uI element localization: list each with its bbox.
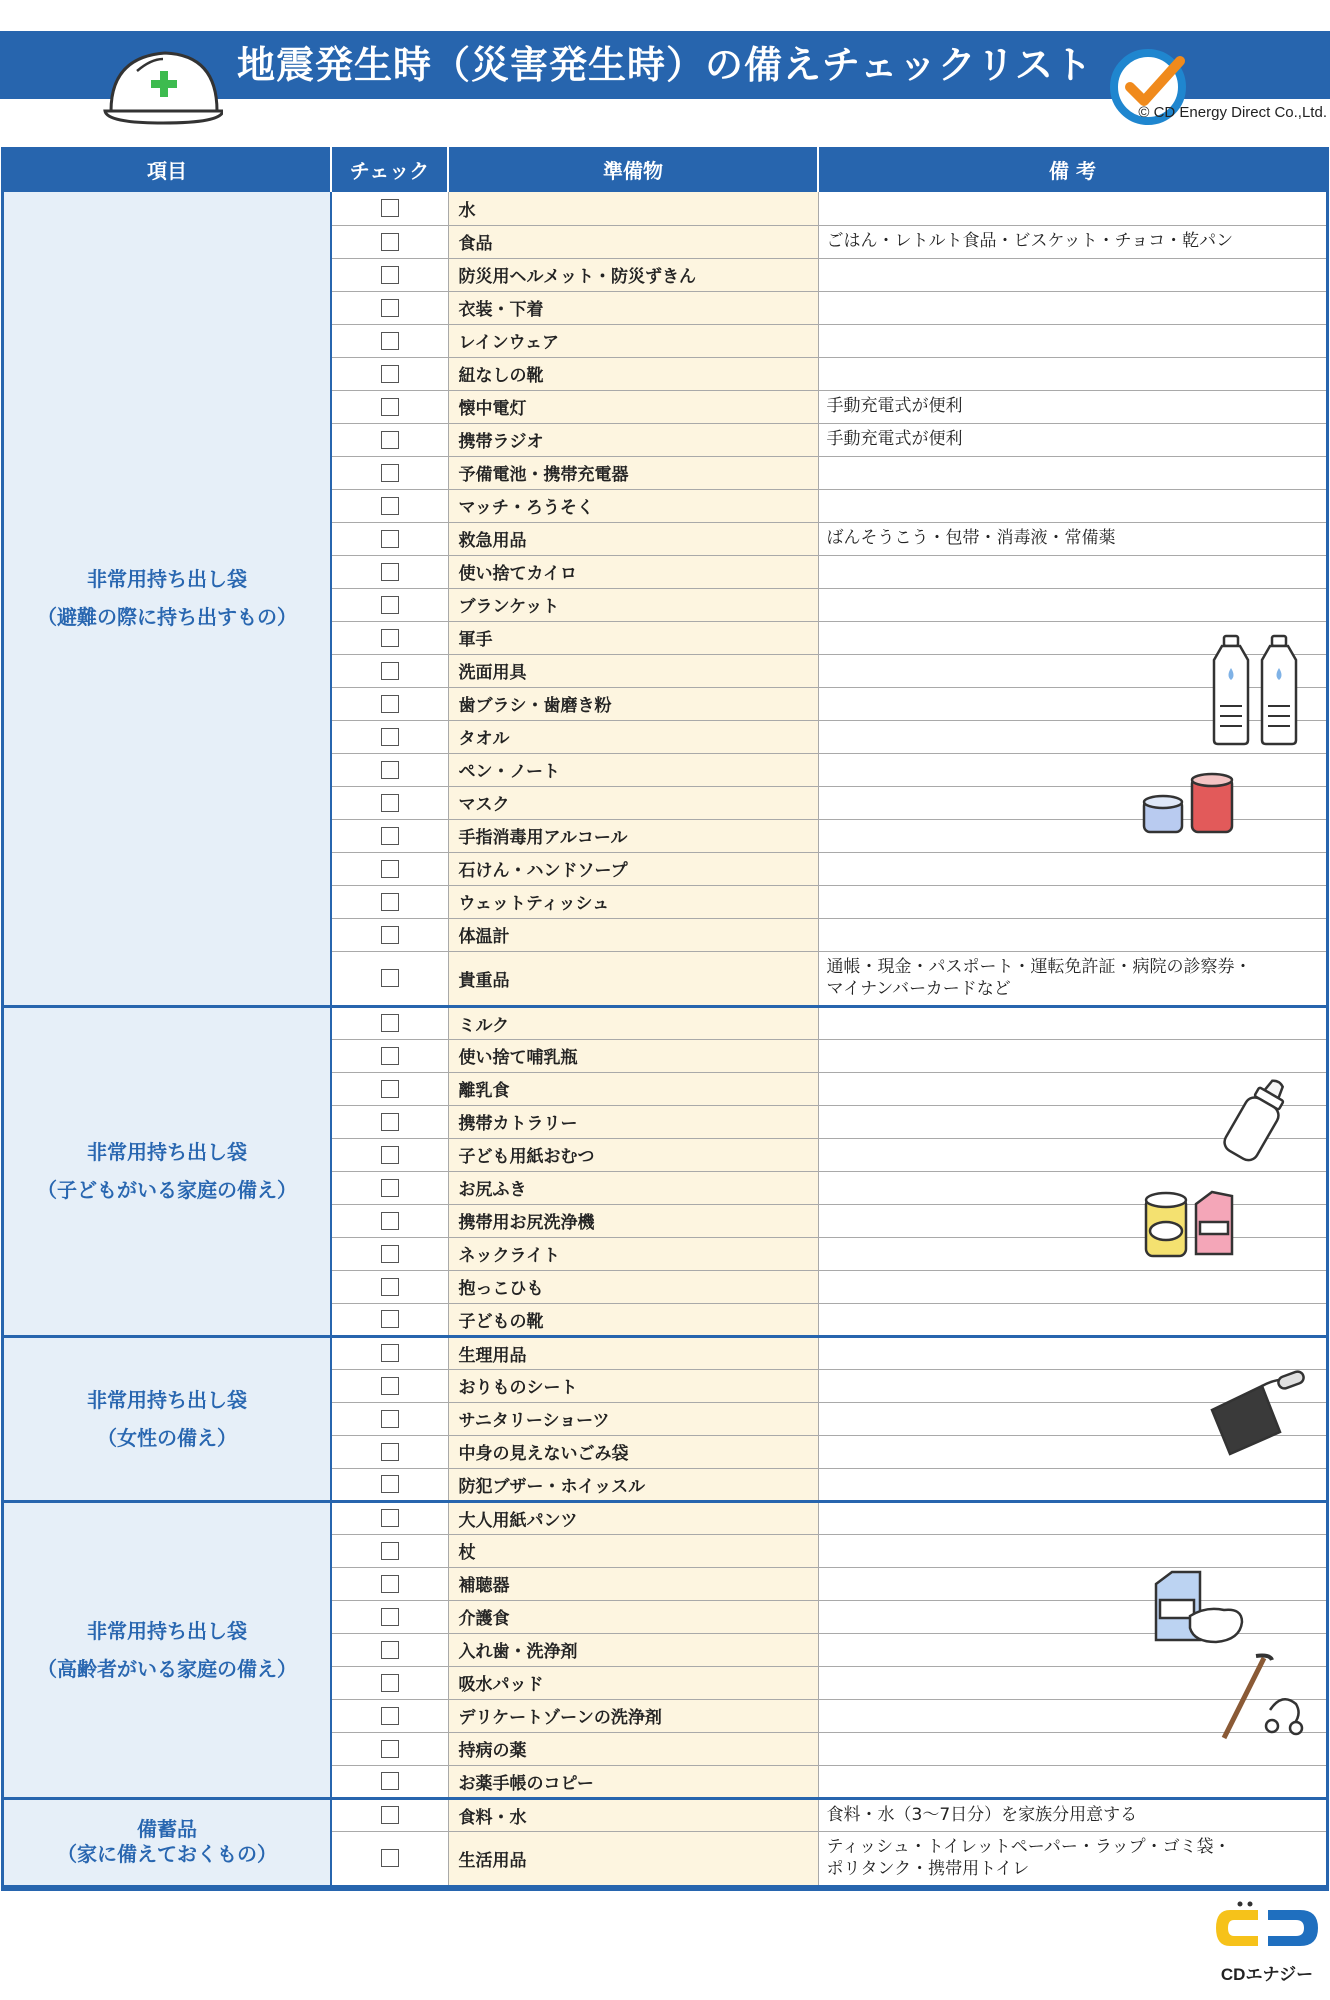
note-cell [818, 885, 1326, 918]
item-cell: 中身の見えないごみ袋 [448, 1435, 818, 1468]
item-cell: お尻ふき [448, 1171, 818, 1204]
note-cell [818, 1204, 1326, 1237]
checkbox[interactable] [381, 893, 399, 911]
column-header-check: チェック [331, 147, 448, 192]
note-cell [818, 1534, 1326, 1567]
item-cell: 貴重品 [448, 951, 818, 1006]
item-cell: マスク [448, 786, 818, 819]
check-cell [331, 456, 448, 489]
checkbox[interactable] [381, 1344, 399, 1362]
check-cell [331, 852, 448, 885]
cane-hearing-aid-icon [1210, 1652, 1310, 1742]
category-cell [4, 1501, 331, 1798]
item-cell: 紐なしの靴 [448, 357, 818, 390]
check-cell [331, 423, 448, 456]
checkbox[interactable] [381, 1542, 399, 1560]
checkbox[interactable] [381, 629, 399, 647]
item-cell: マッチ・ろうそく [448, 489, 818, 522]
note-line: ポリタンク・携帯用トイレ [826, 1859, 1030, 1879]
checkbox[interactable] [381, 596, 399, 614]
item-cell: 予備電池・携帯充電器 [448, 456, 818, 489]
item-cell: 介護食 [448, 1600, 818, 1633]
check-cell [331, 1633, 448, 1666]
checkbox[interactable] [381, 728, 399, 746]
note-cell [818, 423, 1326, 456]
note-cell [818, 588, 1326, 621]
item-cell: 補聴器 [448, 1567, 818, 1600]
item-cell: 生活用品 [448, 1831, 818, 1886]
check-cell [331, 786, 448, 819]
water-bottles-icon [1210, 634, 1306, 746]
check-cell [331, 753, 448, 786]
check-cell [331, 1666, 448, 1699]
item-cell: 石けん・ハンドソープ [448, 852, 818, 885]
checkbox[interactable] [381, 1377, 399, 1395]
checkbox[interactable] [381, 1212, 399, 1230]
checkbox[interactable] [381, 530, 399, 548]
item-cell: 軍手 [448, 621, 818, 654]
column-header-note: 備 考 [818, 147, 1326, 192]
checkbox[interactable] [381, 1806, 399, 1824]
canned-food-icon [1140, 772, 1240, 838]
checkbox[interactable] [381, 695, 399, 713]
item-cell: 水 [448, 192, 818, 225]
category-title: 備蓄品 [137, 1817, 197, 1841]
note-cell [818, 918, 1326, 951]
sanitary-pad-icon [1206, 1370, 1310, 1456]
check-cell [331, 1006, 448, 1039]
checkbox[interactable] [381, 233, 399, 251]
check-cell [331, 1831, 448, 1886]
column-header-category: 項目 [4, 147, 331, 192]
check-cell [331, 1039, 448, 1072]
item-cell: 懐中電灯 [448, 390, 818, 423]
title-banner [0, 31, 1330, 99]
check-cell [331, 1336, 448, 1369]
note-cell [818, 1039, 1326, 1072]
check-cell [331, 1171, 448, 1204]
check-cell [331, 654, 448, 687]
logo-text: CDエナジー [1220, 1965, 1314, 1984]
note-cell [818, 1171, 1326, 1204]
check-cell [331, 1765, 448, 1798]
item-cell: 入れ歯・洗浄剤 [448, 1633, 818, 1666]
check-cell [331, 951, 448, 1006]
item-cell: ブランケット [448, 588, 818, 621]
checkbox[interactable] [381, 1475, 399, 1493]
table-row [4, 1798, 1326, 1831]
table-row [4, 192, 1326, 225]
checkbox[interactable] [381, 1410, 399, 1428]
note-line: 手動充電式が便利 [826, 396, 963, 417]
note-line: ばんそうこう・包帯・消毒液・常備薬 [826, 528, 1116, 549]
item-cell: おりものシート [448, 1369, 818, 1402]
item-cell: 子どもの靴 [448, 1303, 818, 1336]
category-title: 非常用持ち出し袋 [87, 1387, 247, 1412]
check-cell [331, 1699, 448, 1732]
checkbox[interactable] [381, 1674, 399, 1692]
item-cell: 離乳食 [448, 1072, 818, 1105]
item-cell: 防犯ブザー・ホイッスル [448, 1468, 818, 1501]
check-cell [331, 291, 448, 324]
check-cell [331, 225, 448, 258]
check-cell [331, 819, 448, 852]
checkbox[interactable] [381, 365, 399, 383]
item-cell: 食品 [448, 225, 818, 258]
checkbox[interactable] [381, 299, 399, 317]
note-cell [818, 489, 1326, 522]
checkbox[interactable] [381, 1443, 399, 1461]
note-cell [818, 1336, 1326, 1369]
note-cell [818, 1270, 1326, 1303]
checkbox[interactable] [381, 1080, 399, 1098]
item-cell: 生理用品 [448, 1336, 818, 1369]
item-cell: ペン・ノート [448, 753, 818, 786]
note-cell [818, 951, 1326, 1006]
item-cell: ウェットティッシュ [448, 885, 818, 918]
item-cell: 洗面用具 [448, 654, 818, 687]
item-cell: 使い捨てカイロ [448, 555, 818, 588]
checkbox[interactable] [381, 497, 399, 515]
checkbox[interactable] [381, 1707, 399, 1725]
note-line: 手動充電式が便利 [826, 429, 963, 450]
checkbox[interactable] [381, 1113, 399, 1131]
item-cell: デリケートゾーンの洗浄剤 [448, 1699, 818, 1732]
note-cell [818, 1765, 1326, 1798]
check-cell [331, 1072, 448, 1105]
note-cell [818, 357, 1326, 390]
item-cell: タオル [448, 720, 818, 753]
check-cell [331, 1402, 448, 1435]
check-cell [331, 1369, 448, 1402]
item-cell: ミルク [448, 1006, 818, 1039]
checkbox[interactable] [381, 1641, 399, 1659]
category-cell [4, 1798, 331, 1886]
category-title: 非常用持ち出し袋 [87, 1618, 247, 1643]
checkbox[interactable] [381, 431, 399, 449]
check-cell [331, 1105, 448, 1138]
note-cell [818, 1303, 1326, 1336]
note-cell [818, 753, 1326, 786]
category-cell [4, 1336, 331, 1501]
note-cell [818, 555, 1326, 588]
item-cell: 大人用紙パンツ [448, 1501, 818, 1534]
checkbox[interactable] [381, 827, 399, 845]
check-cell [331, 390, 448, 423]
table-row [4, 1336, 1326, 1369]
category-subtitle: （高齢者がいる家庭の備え） [37, 1656, 297, 1681]
note-line: 食料・水（3〜7日分）を家族分用意する [826, 1804, 1138, 1825]
item-cell: 体温計 [448, 918, 818, 951]
check-cell [331, 918, 448, 951]
checkbox[interactable] [381, 266, 399, 284]
note-cell [818, 852, 1326, 885]
checkbox[interactable] [381, 1146, 399, 1164]
category-subtitle: （家に備えておくもの） [57, 1842, 277, 1866]
checklist-body [4, 192, 1326, 1886]
helmet-icon [103, 45, 223, 125]
note-line: マイナンバーカードなど [826, 979, 1011, 999]
note-cell [818, 225, 1326, 258]
checkbox[interactable] [381, 563, 399, 581]
check-cell [331, 1138, 448, 1171]
item-cell: 使い捨て哺乳瓶 [448, 1039, 818, 1072]
note-line: 通帳・現金・パスポート・運転免許証・病院の診察券・ [826, 956, 1252, 977]
note-cell [818, 192, 1326, 225]
note-cell [818, 291, 1326, 324]
baby-food-icon [1142, 1186, 1238, 1262]
check-cell [331, 1567, 448, 1600]
checkbox[interactable] [381, 1278, 399, 1296]
note-cell [818, 1798, 1326, 1831]
category-subtitle: （避難の際に持ち出すもの） [37, 605, 297, 630]
item-cell: ネックライト [448, 1237, 818, 1270]
checkbox[interactable] [381, 1849, 399, 1867]
table-row [4, 1006, 1326, 1039]
column-header-item: 準備物 [448, 147, 818, 192]
checkbox[interactable] [381, 1245, 399, 1263]
check-cell [331, 324, 448, 357]
check-cell [331, 687, 448, 720]
note-cell [818, 1831, 1326, 1886]
check-cell [331, 192, 448, 225]
check-cell [331, 588, 448, 621]
note-cell [818, 522, 1326, 555]
note-line: ティッシュ・トイレットペーパー・ラップ・ゴミ袋・ [826, 1836, 1231, 1857]
checkbox[interactable] [381, 1014, 399, 1032]
category-cell [4, 192, 331, 1006]
cd-energy-logo-icon [1210, 1900, 1324, 1958]
check-cell [331, 885, 448, 918]
note-cell [818, 1468, 1326, 1501]
check-cell [331, 357, 448, 390]
item-cell: 防災用ヘルメット・防災ずきん [448, 258, 818, 291]
item-cell: 食料・水 [448, 1798, 818, 1831]
check-cell [331, 522, 448, 555]
checkbox[interactable] [381, 662, 399, 680]
category-title: 非常用持ち出し袋 [87, 567, 247, 592]
checkbox[interactable] [381, 1047, 399, 1065]
note-cell [818, 324, 1326, 357]
table-row [4, 1501, 1326, 1534]
note-cell [818, 1501, 1326, 1534]
check-cell [331, 1303, 448, 1336]
item-cell: 吸水パッド [448, 1666, 818, 1699]
checkbox[interactable] [381, 1772, 399, 1790]
item-cell: 手指消毒用アルコール [448, 819, 818, 852]
check-cell [331, 621, 448, 654]
check-cell [331, 1468, 448, 1501]
item-cell: 杖 [448, 1534, 818, 1567]
checklist-table [1, 147, 1329, 1891]
check-cell [331, 1732, 448, 1765]
check-cell [331, 1798, 448, 1831]
checkbox[interactable] [381, 926, 399, 944]
item-cell: 携帯ラジオ [448, 423, 818, 456]
table-header-row [4, 147, 1326, 192]
copyright-text: © CD Energy Direct Co.,Ltd. [1138, 104, 1327, 121]
checkbox[interactable] [381, 1179, 399, 1197]
checkbox[interactable] [381, 199, 399, 217]
baby-bottle-icon [1214, 1076, 1298, 1166]
item-cell: 子ども用紙おむつ [448, 1138, 818, 1171]
checkbox[interactable] [381, 1509, 399, 1527]
check-cell [331, 1435, 448, 1468]
check-cell [331, 1501, 448, 1534]
category-cell [4, 1006, 331, 1336]
page-title: 地震発生時（災害発生時）の備えチェックリスト [236, 43, 1094, 87]
category-title: 非常用持ち出し袋 [87, 1140, 247, 1164]
note-line: ごはん・レトルト食品・ビスケット・チョコ・乾パン [826, 231, 1234, 252]
check-cell [331, 720, 448, 753]
check-cell [331, 258, 448, 291]
check-cell [331, 1270, 448, 1303]
check-cell [331, 1237, 448, 1270]
note-cell [818, 390, 1326, 423]
checkbox[interactable] [381, 1310, 399, 1328]
item-cell: 歯ブラシ・歯磨き粉 [448, 687, 818, 720]
check-cell [331, 555, 448, 588]
check-cell [331, 1600, 448, 1633]
checkbox[interactable] [381, 761, 399, 779]
item-cell: 持病の薬 [448, 1732, 818, 1765]
item-cell: 救急用品 [448, 522, 818, 555]
category-subtitle: （子どもがいる家庭の備え） [37, 1178, 297, 1202]
item-cell: 抱っこひも [448, 1270, 818, 1303]
checkbox[interactable] [381, 1608, 399, 1626]
adult-diaper-icon [1150, 1566, 1250, 1646]
note-cell [818, 819, 1326, 852]
check-cell [331, 1534, 448, 1567]
checkbox[interactable] [381, 398, 399, 416]
item-cell: サニタリーショーツ [448, 1402, 818, 1435]
item-cell: お薬手帳のコピー [448, 1765, 818, 1798]
note-cell [818, 1006, 1326, 1039]
item-cell: 携帯用お尻洗浄機 [448, 1204, 818, 1237]
note-cell [818, 1237, 1326, 1270]
checkbox[interactable] [381, 860, 399, 878]
item-cell: 衣装・下着 [448, 291, 818, 324]
item-cell: 携帯カトラリー [448, 1105, 818, 1138]
item-cell: レインウェア [448, 324, 818, 357]
checkbox[interactable] [381, 969, 399, 987]
checkbox[interactable] [381, 464, 399, 482]
category-subtitle: （女性の備え） [97, 1425, 237, 1450]
check-cell [331, 489, 448, 522]
checkbox[interactable] [381, 332, 399, 350]
checkbox[interactable] [381, 1740, 399, 1758]
checkbox[interactable] [381, 794, 399, 812]
note-cell [818, 786, 1326, 819]
note-cell [818, 258, 1326, 291]
check-cell [331, 1204, 448, 1237]
note-cell [818, 456, 1326, 489]
checkbox[interactable] [381, 1575, 399, 1593]
